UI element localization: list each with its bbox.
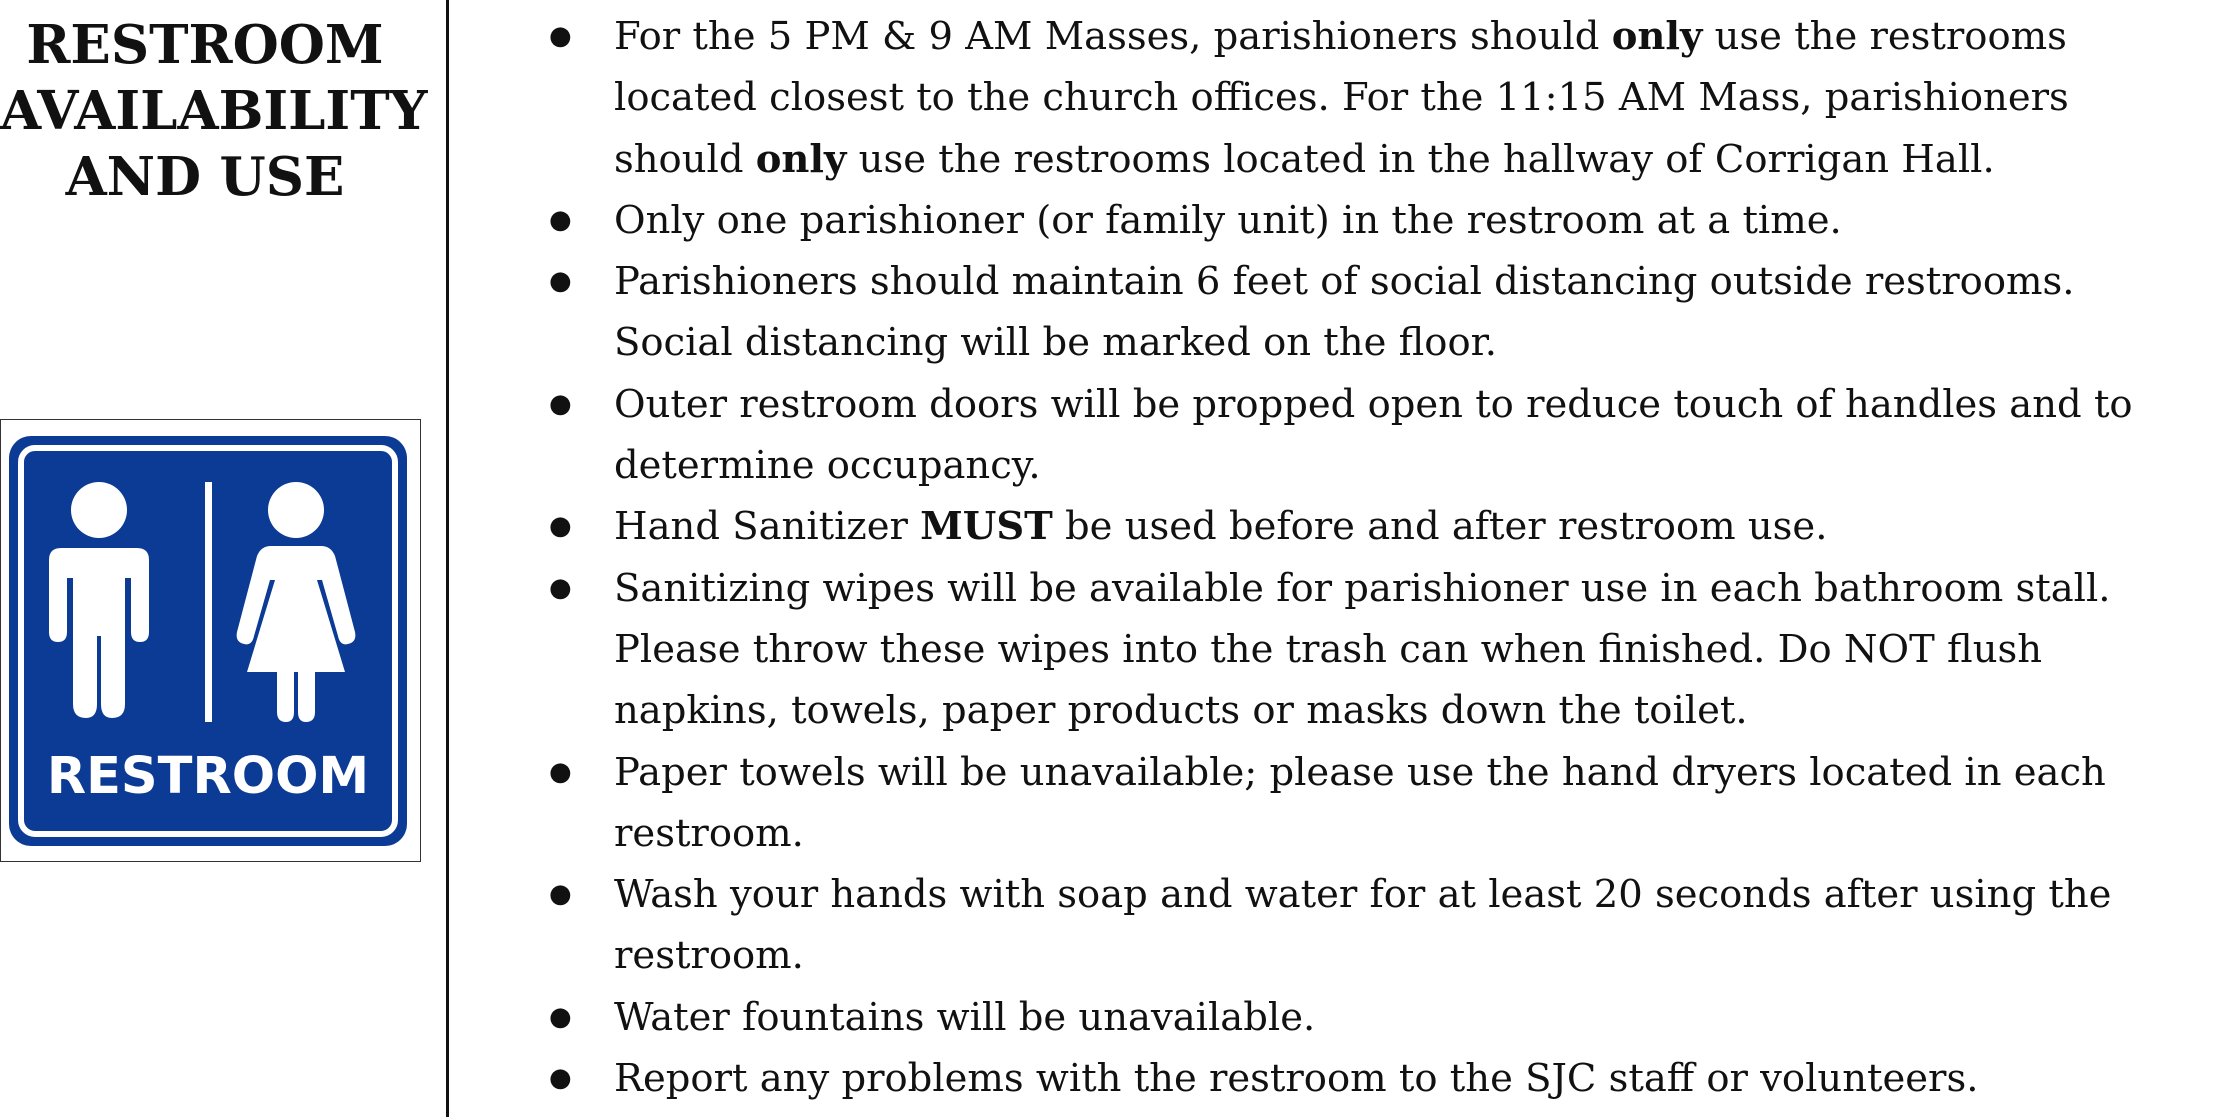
rule-text: Please throw these wipes into the trash can when finished. Do NOT flush [614,626,2043,672]
bullet-dot: ● [549,879,572,910]
rule-item [540,6,2230,190]
title-line-1: RESTROOM [26,14,384,76]
bullet-dot: ● [549,1063,572,1094]
rule-text: be used before and after restroom use. [1052,504,1828,550]
rule-line [614,496,2230,557]
rule-line [614,129,2230,190]
rule-line [614,558,2230,619]
rule-line [614,67,2230,128]
page-title [0,12,428,210]
rule-text: located closest to the church offices. For the 11:15 AM Mass, parishioners [614,75,2069,121]
rule-line [614,6,2230,67]
rule-text: should [614,136,756,182]
emphasis-text: only [1611,14,1703,59]
rule-item [540,742,2230,865]
rule-text: Sanitizing wipes will be available for parishioner use in each bathroom stall. [614,565,2111,611]
rule-line [614,435,2230,496]
rule-item [540,496,2230,557]
rule-text: Parishioners should maintain 6 feet of social distancing outside restrooms. [614,259,2075,305]
rule-text: Water fountains will be unavailable. [614,994,1316,1040]
rule-text: Report any problems with the restroom to the SJC staff or volunteers. [614,1056,1979,1102]
left-column [0,0,446,1117]
rule-item [540,190,2230,251]
rule-line [614,742,2230,803]
emphasis-text: MUST [920,504,1053,550]
column-divider [446,0,449,1117]
rule-text: determine occupancy. [614,443,1041,489]
rule-line [614,619,2230,680]
rule-text: For the 5 PM & 9 AM Masses, parishioners should [614,14,1612,59]
rule-line [614,987,2230,1048]
restroom-sign-graphic [9,436,407,846]
bullet-dot: ● [549,572,572,603]
rule-item [540,374,2230,497]
rule-text: use the restrooms [1702,14,2067,59]
rule-line [614,190,2230,251]
rule-text: Social distancing will be marked on the floor. [614,320,1498,366]
bullet-dot: ● [549,756,572,787]
rule-line [614,864,2230,925]
restroom-sign [0,419,421,862]
rule-item [540,864,2230,987]
rule-item [540,251,2230,374]
rule-text: Wash your hands with soap and water for at least 20 seconds after using the [614,872,2112,918]
rule-text: napkins, towels, paper products or masks down the toilet. [614,688,1748,734]
sign-divider [205,482,212,722]
rule-text: Only one parishioner (or family unit) in the restroom at a time. [614,197,1842,243]
rule-line [614,925,2230,986]
sign-label: RESTROOM [46,747,370,806]
bullet-dot: ● [549,266,572,297]
rule-line [614,251,2230,312]
emphasis-text: only [755,136,847,182]
rule-item [540,987,2230,1048]
rule-text: restroom. [614,810,804,856]
rule-text: Paper towels will be unavailable; please use the hand dryers located in each [614,749,2106,795]
title-line-2: AVAILABILITY [0,80,428,142]
rule-text: Hand Sanitizer [614,504,921,550]
rule-line [614,680,2230,741]
bullet-dot: ● [549,511,572,542]
bullet-dot: ● [549,388,572,419]
bullet-dot: ● [549,204,572,235]
bullet-dot: ● [549,1001,572,1032]
rule-text: Outer restroom doors will be propped open to reduce touch of handles and to [614,381,2133,427]
bullet-dot: ● [549,21,572,51]
rule-line [614,1048,2230,1109]
rules-list [540,6,2230,1109]
rule-line [614,374,2230,435]
title-line-3: AND USE [65,146,345,208]
rule-line [614,312,2230,373]
rule-line [614,803,2230,864]
rule-text: use the restrooms located in the hallway of Corrigan Hall. [846,136,1995,182]
rule-item [540,558,2230,742]
rule-text: restroom. [614,933,804,979]
rule-item [540,1048,2230,1109]
